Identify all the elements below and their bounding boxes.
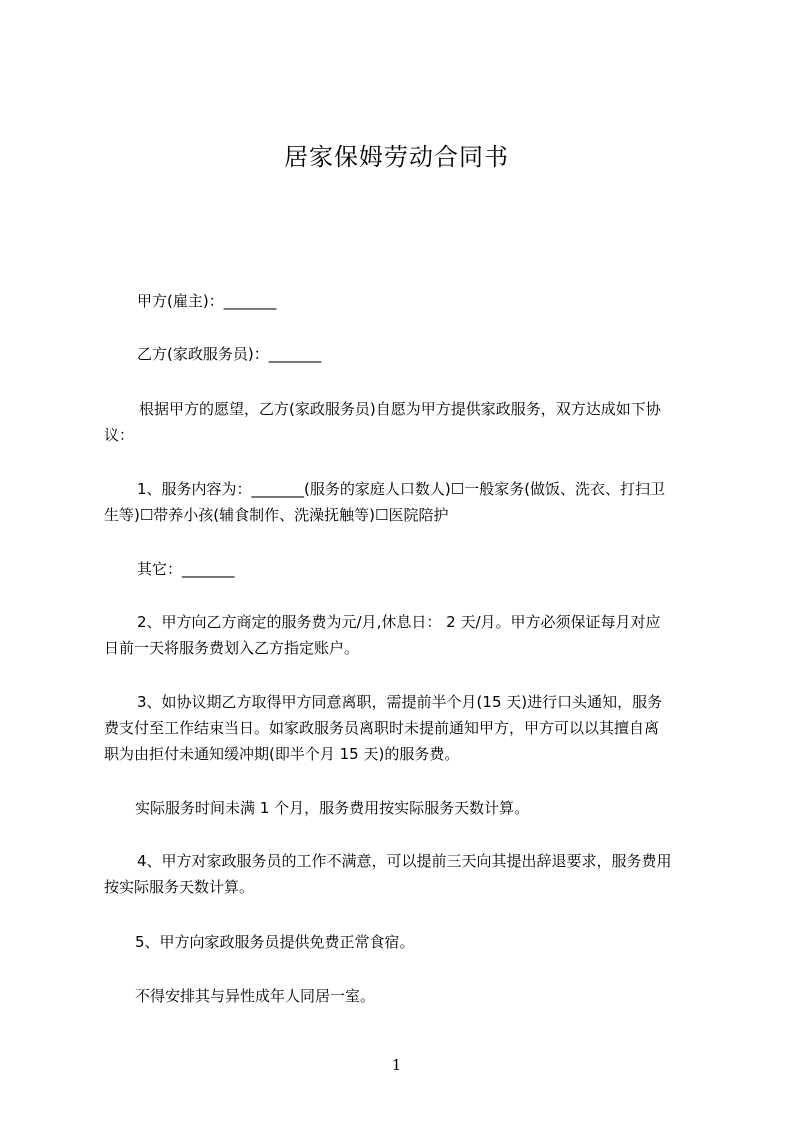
party-a-line: 甲方(雇主)：_______	[137, 292, 277, 310]
clause-5-line: 5、甲方向家政服务员提供免费正常食宿。	[135, 933, 415, 951]
clause-3-line-1: 3、如协议期乙方取得甲方同意离职，需提前半个月(15 天)进行口头通知，服务	[137, 693, 663, 711]
no-cohabit-line: 不得安排其与异性成年人同居一室。	[135, 987, 376, 1005]
page-number: 1	[391, 1056, 402, 1074]
clause-4-line-1: 4、甲方对家政服务员的工作不满意，可以提前三天向其提出辞退要求，服务费用	[137, 852, 672, 870]
clause-4-line-2: 按实际服务天数计算。	[104, 878, 255, 896]
clause-1-line-1: 1、服务内容为：_______(服务的家庭人口数人)☐一般家务(做饭、洗衣、打扫卫	[137, 480, 666, 498]
clause-2-line-2: 日前一天将服务费划入乙方指定账户。	[104, 639, 360, 657]
clause-2-line-1: 2、甲方向乙方商定的服务费为元/月,休息日： 2 天/月。甲方必须保证每月对应	[137, 613, 661, 631]
intro-line-1: 根据甲方的愿望，乙方(家政服务员)自愿为甲方提供家政服务，双方达成如下协	[139, 400, 661, 418]
clause-3-line-3: 职为由拒付未通知缓冲期(即半个月 15 天)的服务费。	[104, 745, 460, 763]
clause-1-line-2: 生等)☐带养小孩(辅食制作、洗澡抚触等)☐医院陪护	[104, 506, 449, 524]
actual-service-line: 实际服务时间未满 1 个月，服务费用按实际服务天数计算。	[135, 799, 530, 817]
party-b-line: 乙方(家政服务员)：_______	[137, 345, 322, 363]
intro-line-2: 议：	[104, 426, 135, 444]
clause-3-line-2: 费支付至工作结束当日。如家政服务员离职时未提前通知甲方，甲方可以以其擅自离	[104, 719, 660, 737]
document-title: 居家保姆劳动合同书	[284, 143, 509, 171]
other-line: 其它：_______	[137, 560, 235, 578]
